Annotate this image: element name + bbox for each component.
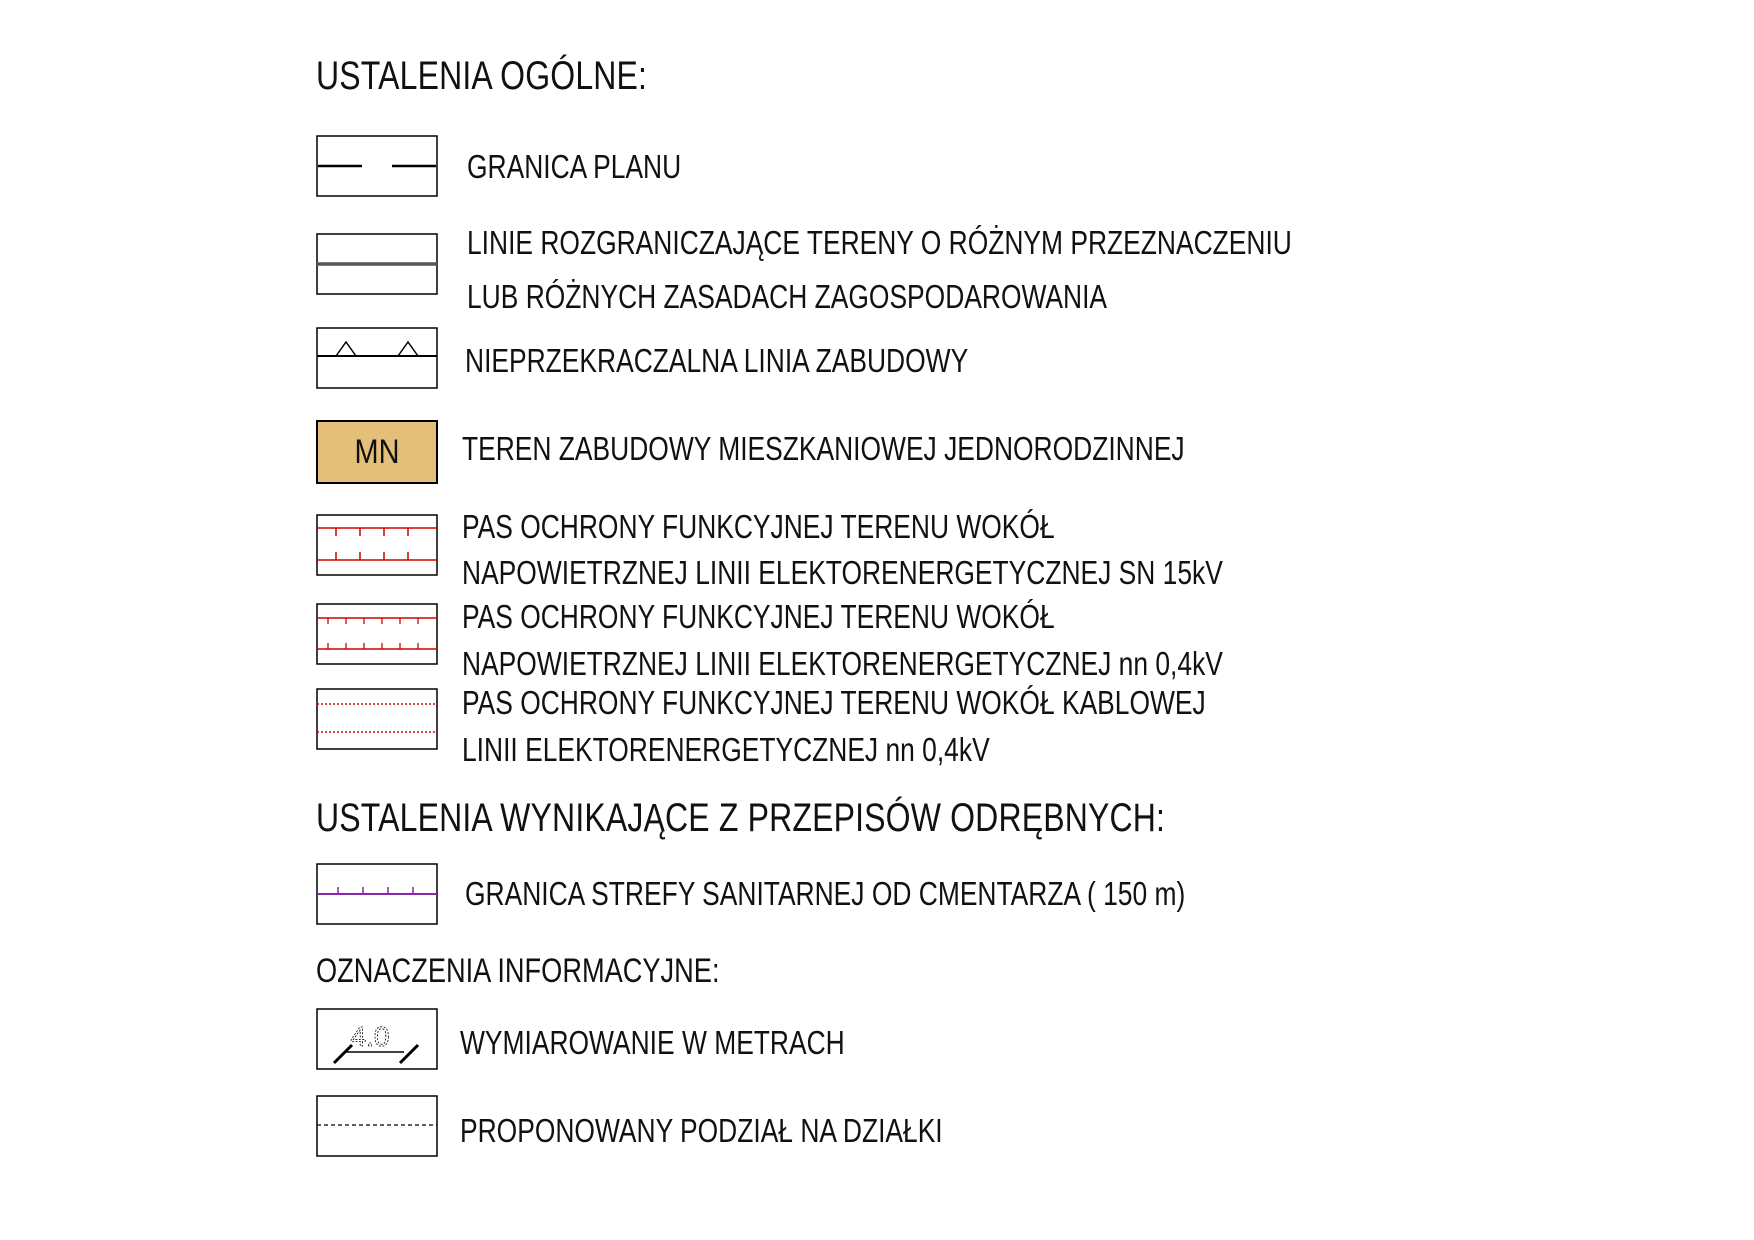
parcel-division-symbol-icon [316, 1095, 438, 1157]
sn-protection-strip-symbol-icon [316, 514, 438, 576]
nn-overhead-strip-symbol-icon [316, 603, 438, 665]
parcel-division-label: PROPONOWANY PODZIAŁ NA DZIAŁKI [460, 1112, 943, 1149]
sn-strip-label-line1: PAS OCHRONY FUNKCYJNEJ TERENU WOKÓŁ [462, 508, 1055, 545]
section-heading-info: OZNACZENIA INFORMACYJNE: [316, 952, 720, 990]
nn-overhead-label-line2: NAPOWIETRZNEJ LINII ELEKTORENERGETYCZNEJ nn 0,4kV [462, 645, 1223, 682]
dividing-lines-label-line1: LINIE ROZGRANICZAJĄCE TERENY O RÓŻNYM PRZEZNACZENIU [467, 224, 1292, 261]
plan-boundary-symbol-icon [316, 135, 438, 197]
nn-cable-label-line2: LINII ELEKTORENERGETYCZNEJ nn 0,4kV [462, 731, 990, 768]
section-heading-general: USTALENIA OGÓLNE: [316, 54, 648, 98]
dimensioning-symbol-icon [316, 1008, 438, 1070]
dividing-lines-label-line2: LUB RÓŻNYCH ZASADACH ZAGOSPODAROWANIA [467, 278, 1108, 315]
nn-cable-label-line1: PAS OCHRONY FUNKCYJNEJ TERENU WOKÓŁ KABLOWEJ [462, 684, 1206, 721]
plan-boundary-label: GRANICA PLANU [467, 148, 682, 185]
dimensioning-label: WYMIAROWANIE W METRACH [460, 1024, 845, 1061]
dimension-value-text: 4.0 [350, 1021, 390, 1052]
mn-code-text: MN [354, 433, 400, 471]
mn-zone-swatch [316, 420, 438, 484]
sn-strip-label-line2: NAPOWIETRZNEJ LINII ELEKTORENERGETYCZNEJ SN 15kV [462, 554, 1223, 591]
section-heading-regulations: USTALENIA WYNIKAJĄCE Z PRZEPISÓW ODRĘBNYCH: [316, 796, 1166, 840]
mn-zone-label: TEREN ZABUDOWY MIESZKANIOWEJ JEDNORODZINNEJ [462, 430, 1185, 467]
building-line-label: NIEPRZEKRACZALNA LINIA ZABUDOWY [465, 342, 969, 379]
cemetery-zone-symbol-icon [316, 863, 438, 925]
cemetery-zone-label: GRANICA STREFY SANITARNEJ OD CMENTARZA ( 150 m) [465, 875, 1186, 912]
dividing-lines-symbol-icon [316, 233, 438, 295]
nn-overhead-label-line1: PAS OCHRONY FUNKCYJNEJ TERENU WOKÓŁ [462, 598, 1055, 635]
nn-cable-strip-symbol-icon [316, 688, 438, 750]
building-line-symbol-icon [316, 327, 438, 389]
